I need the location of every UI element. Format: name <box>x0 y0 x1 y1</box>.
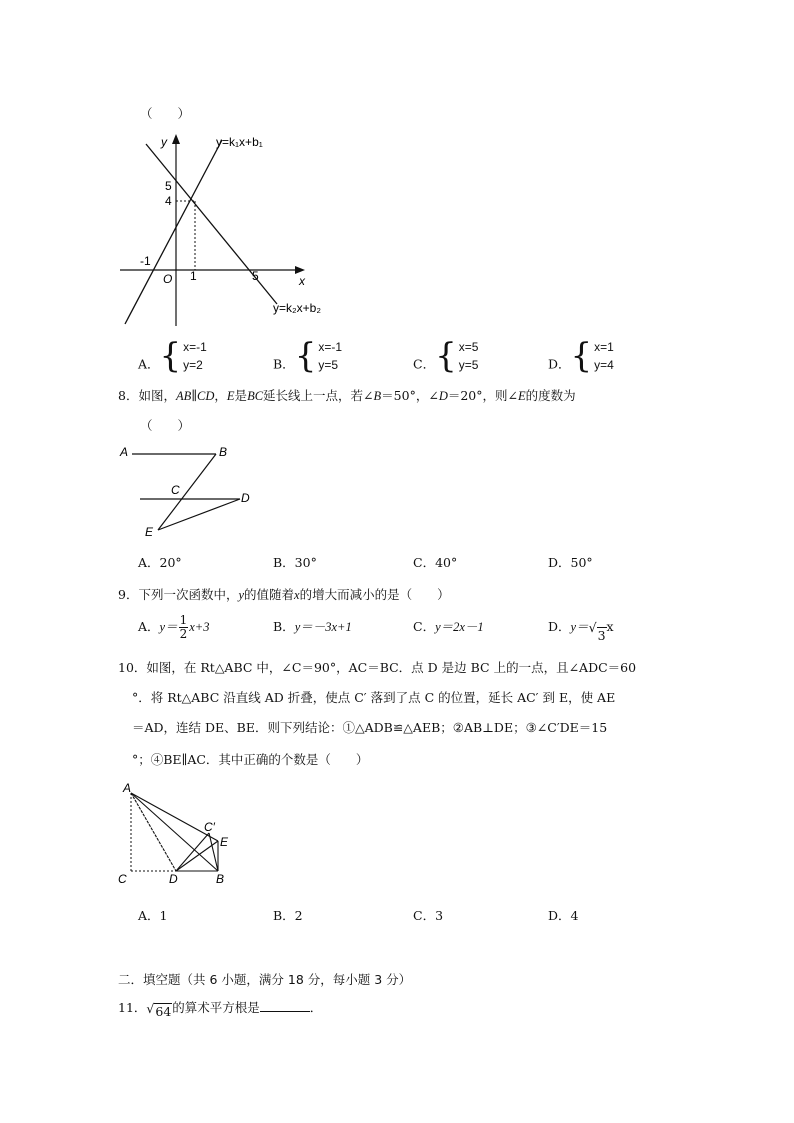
line-1 <box>125 140 222 324</box>
x-axis-arrow <box>295 266 305 274</box>
section-2-title: 二．填空题（共 6 小题，满分 18 分，每小题 3 分） <box>118 972 412 987</box>
q8-stem: 8．如图，AB∥CD，E是BC延长线上一点，若∠B＝50°，∠D＝20°，则∠E的度数为 <box>118 388 576 403</box>
q7-answer-paren: （ ） <box>140 106 191 121</box>
y-axis-label: y <box>161 135 167 149</box>
q8-label-a: A <box>120 445 129 459</box>
q10-line-3: ＝AD，连结 DE、BE．则下列结论：①△ADB≌△AEB；②AB⊥DE；③∠C′DE＝15 <box>132 720 608 735</box>
q8-figure <box>115 440 265 540</box>
tick-neg1: -1 <box>140 254 151 268</box>
y-axis-arrow <box>172 134 180 144</box>
q10-label-c: C <box>118 872 127 886</box>
q10-label-d: D <box>169 872 178 886</box>
q7-option-b: B． { x=-1 y=5 <box>273 336 343 376</box>
q10-label-a: A <box>123 781 132 795</box>
q9-option-a: A．y＝ $\frac{1}{2}$ x+3 <box>138 613 210 641</box>
q8-option-d: D．50° <box>548 555 593 570</box>
q8-answer-paren: （ ） <box>140 418 191 433</box>
q8-option-a: A．20° <box>138 555 182 570</box>
q8-label-e: E <box>145 525 154 539</box>
q7-option-d: D． { x=1 y=4 <box>548 336 614 376</box>
q8-option-c: C．40° <box>413 555 458 570</box>
q8-option-b: B．30° <box>273 555 317 570</box>
q9-option-c: C．y＝2x－1 <box>413 619 484 634</box>
q9-stem: 9．下列一次函数中，y的值随着x的增大而减小的是（ ） <box>118 587 450 602</box>
q7-option-a: A． { x=-1 y=2 <box>138 336 207 376</box>
q9-option-d: D．y＝ √ 3 x <box>548 619 614 643</box>
q10-option-c: C．3 <box>413 908 444 923</box>
tick-5x: 5 <box>252 269 259 283</box>
line1-label: y=k₁x+b₁ <box>216 135 263 149</box>
q7-option-c: C． { x=5 y=5 <box>413 336 479 376</box>
line2-label: y=k₂x+b₂ <box>273 301 322 315</box>
q10-label-b: B <box>216 872 225 886</box>
q10-line-1: 10．如图，在 Rt△ABC 中，∠C＝90°，AC＝BC．点 D 是边 BC 上的一点，且∠ADC＝60 <box>118 660 637 675</box>
q10-option-d: D．4 <box>548 908 579 923</box>
q10-label-e: E <box>220 835 229 849</box>
q11-stem: 11． √ 64 的算术平方根是 ． <box>118 1000 323 1019</box>
q10-option-a: A．1 <box>138 908 168 923</box>
x-axis-label: x <box>299 274 305 288</box>
tick-1: 1 <box>190 269 197 283</box>
origin-label: O <box>163 272 173 286</box>
q10-label-c-prime: C′ <box>204 820 215 834</box>
q9-option-b: B．y＝－3x+1 <box>273 619 352 634</box>
tick-4y: 4 <box>165 194 172 208</box>
q10-figure <box>112 780 242 890</box>
q8-label-d: D <box>241 491 250 505</box>
tick-5y: 5 <box>165 179 172 193</box>
q11-answer-blank[interactable] <box>260 999 310 1012</box>
q10-option-b: B．2 <box>273 908 303 923</box>
q8-label-c: C <box>171 483 180 497</box>
q8-label-b: B <box>219 445 228 459</box>
q10-line-2: °．将 Rt△ABC 沿直线 AD 折叠，使点 C′ 落到了点 C 的位置，延长 AC′ 到 E，使 AE <box>132 690 616 705</box>
q10-line-4: °；④BE∥AC．其中正确的个数是（ ） <box>132 752 369 767</box>
q7-graph <box>115 128 325 333</box>
